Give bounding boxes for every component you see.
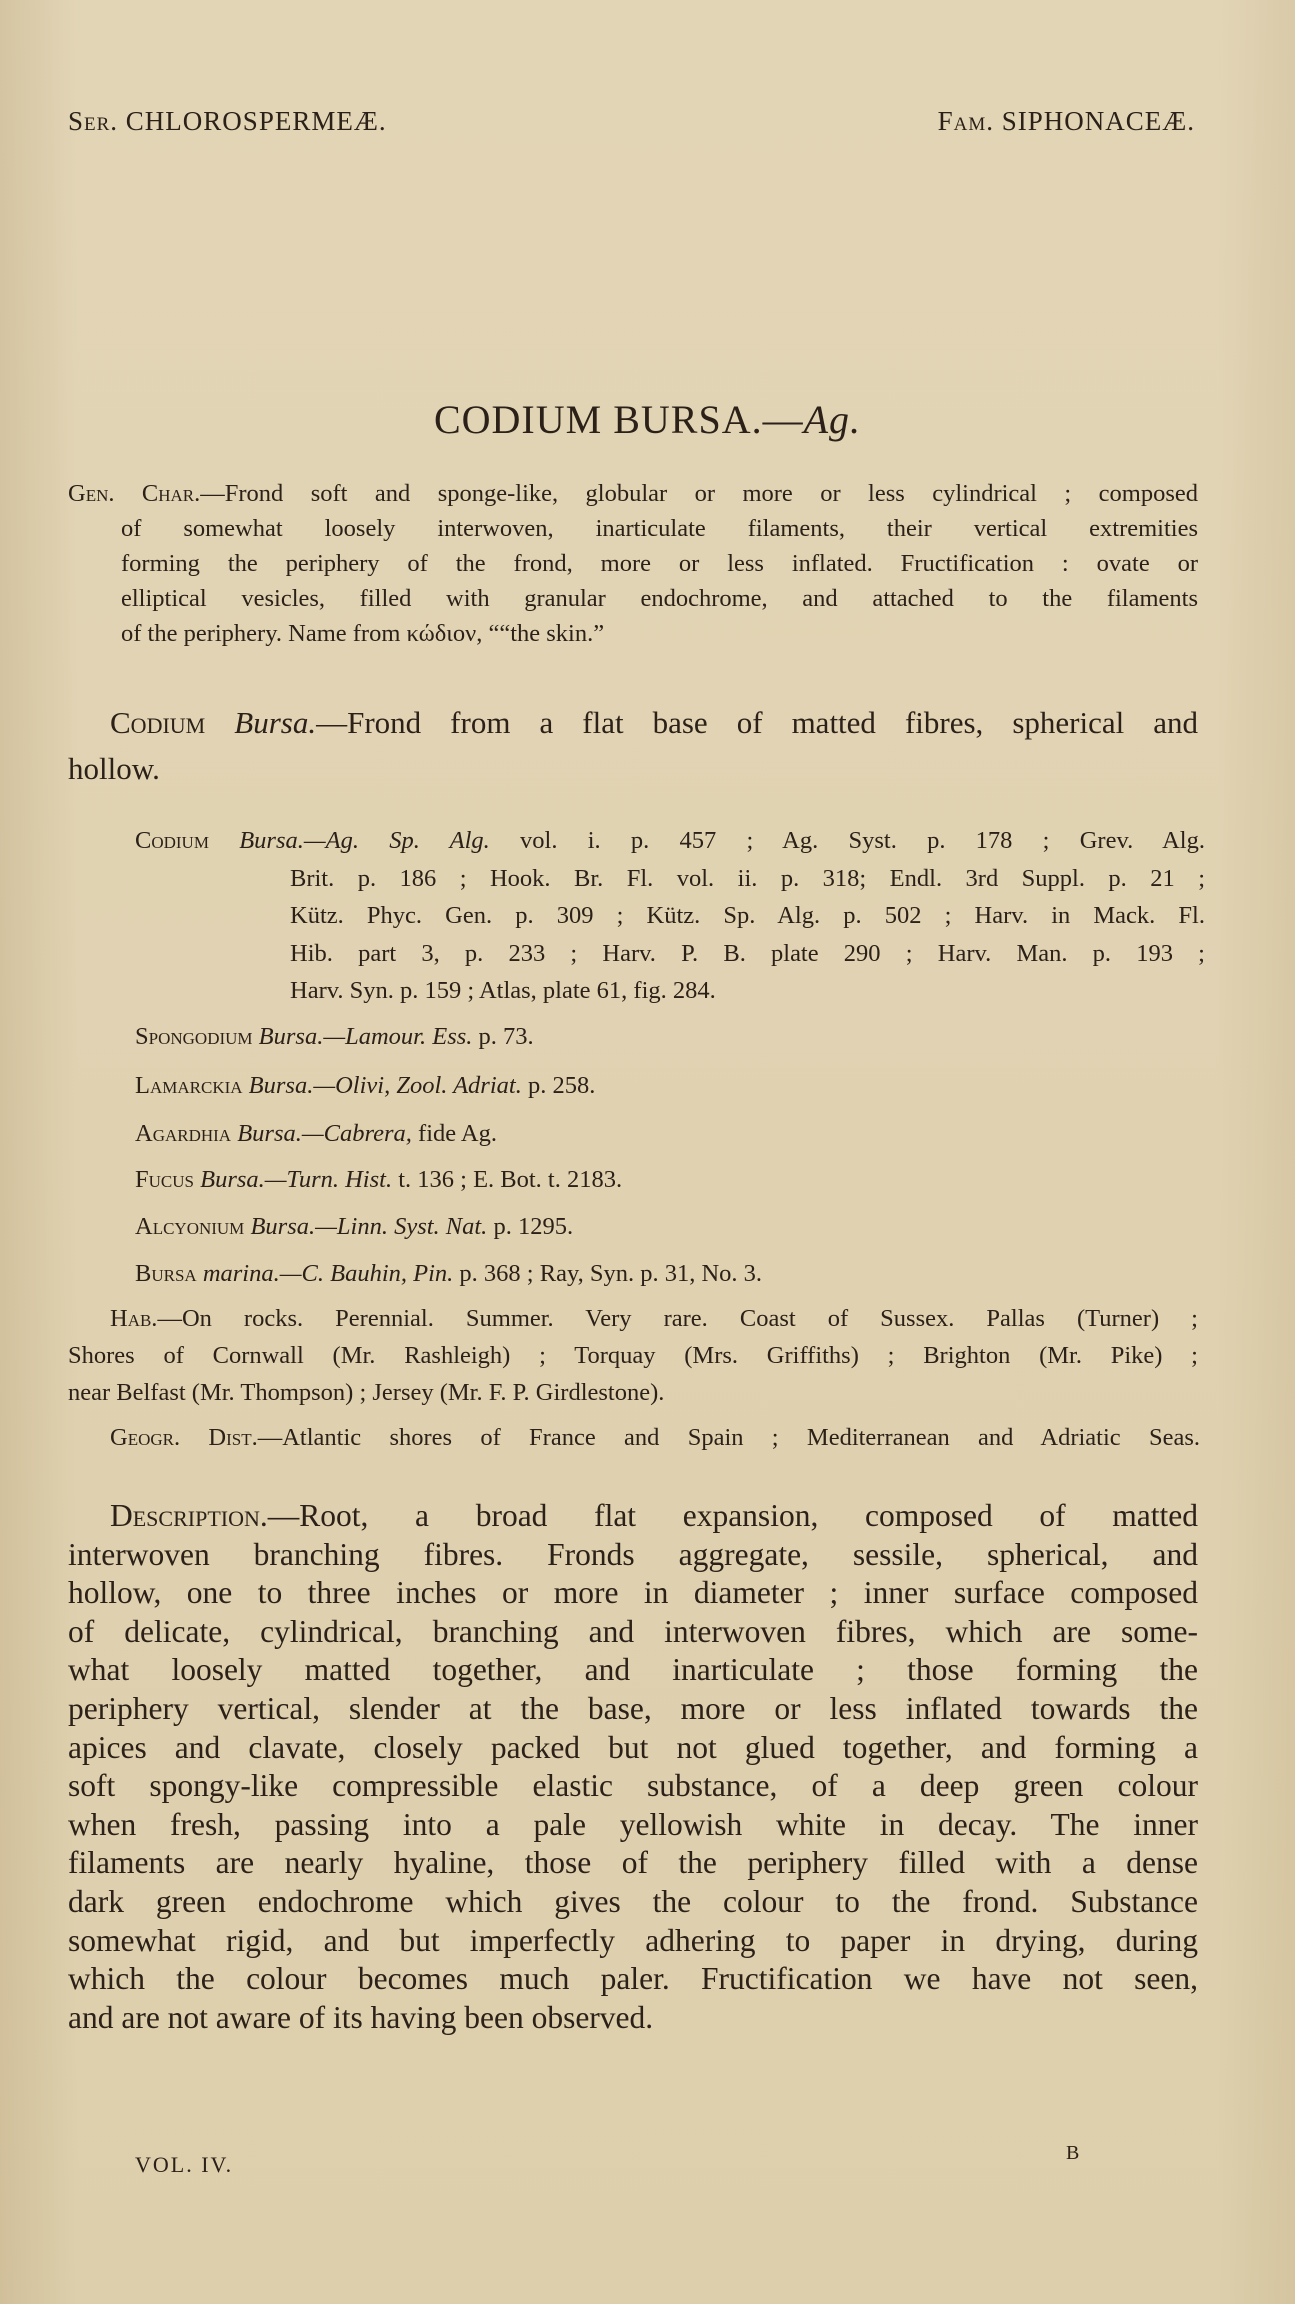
synonym-line: Kütz. Phyc. Gen. p. 309 ; Kütz. Sp. Alg. p. 502 ; Harv. in Mack. Fl. — [290, 902, 1205, 929]
description-line: hollow, one to three inches or more in diameter ; inner surface composed — [68, 1575, 1198, 1611]
description-line: filaments are nearly hyaline, those of the periphery filled with a dense — [68, 1845, 1198, 1881]
synonym-fucus: Fucus Bursa.—Turn. Hist. t. 136 ; E. Bot. t. 2183. — [135, 1166, 623, 1193]
habitat-line: Shores of Cornwall (Mr. Rashleigh) ; Torquay (Mrs. Griffiths) ; Brighton (Mr. Pike) ; — [68, 1342, 1198, 1369]
description-line: and are not aware of its having been observed. — [68, 1999, 654, 2035]
signature-mark: B — [1066, 2142, 1080, 2164]
habitat-line: Hab.—On rocks. Perennial. Summer. Very rare. Coast of Sussex. Pallas (Turner) ; — [110, 1305, 1198, 1332]
description-line: what loosely matted together, and inarticulate ; those forming the — [68, 1652, 1198, 1688]
running-head-series: Ser. CHLOROSPERMEÆ. — [68, 106, 387, 136]
synonym-alcyonium: Alcyonium Bursa.—Linn. Syst. Nat. p. 1295. — [135, 1213, 574, 1240]
gen-char-line: elliptical vesicles, filled with granular endochrome, and attached to the filaments — [121, 585, 1198, 612]
gen-char-line: of the periphery. Name from κώδιον, ““the skin.” — [121, 620, 605, 647]
gen-char-line: of somewhat loosely interwoven, inarticulate filaments, their vertical extremities — [121, 515, 1198, 542]
description-line: of delicate, cylindrical, branching and interwoven fibres, which are some- — [68, 1613, 1198, 1649]
generic-character — [68, 476, 1198, 651]
description-line: when fresh, passing into a pale yellowish white in decay. The inner — [68, 1806, 1198, 1842]
running-head-family: Fam. SIPHONACEÆ. — [937, 106, 1195, 136]
species-line: hollow. — [68, 751, 160, 786]
synonym-bursa: Bursa marina.—C. Bauhin, Pin. p. 368 ; Ray, Syn. p. 31, No. 3. — [135, 1260, 763, 1287]
description-line: which the colour becomes much paler. Fructification we have not seen, — [68, 1961, 1198, 1997]
geographic-distribution: Geogr. Dist.—Atlantic shores of France and Spain ; Mediterranean and Adriatic Seas. — [110, 1424, 1200, 1451]
description — [68, 1497, 1198, 2037]
description-line: periphery vertical, slender at the base, more or less inflated towards the — [68, 1690, 1198, 1726]
species-diagnosis — [68, 700, 1198, 792]
page-title: CODIUM BURSA.—Ag. — [433, 397, 862, 442]
description-line: Description.—Root, a broad flat expansion, composed of matted — [110, 1498, 1198, 1533]
synonym-spongodium: Spongodium Bursa.—Lamour. Ess. p. 73. — [135, 1023, 534, 1050]
synonym-agardhia: Agardhia Bursa.—Cabrera, fide Ag. — [135, 1120, 497, 1147]
description-line: somewhat rigid, and but imperfectly adhering to paper in drying, during — [68, 1922, 1198, 1958]
species-line: Codium Bursa.—Frond from a flat base of matted fibres, spherical and — [110, 705, 1198, 740]
synonym-line: Hib. part 3, p. 233 ; Harv. P. B. plate 290 ; Harv. Man. p. 193 ; — [290, 939, 1205, 967]
description-line: interwoven branching fibres. Fronds aggregate, sessile, spherical, and — [68, 1536, 1198, 1572]
habitat — [68, 1300, 1198, 1411]
synonym-lamarckia: Lamarckia Bursa.—Olivi, Zool. Adriat. p. 258. — [135, 1072, 596, 1099]
gen-char-line: Gen. Char.—Frond soft and sponge-like, globular or more or less cylindrical ; composed — [68, 480, 1198, 507]
description-line: dark green endochrome which gives the colour to the frond. Substance — [68, 1883, 1198, 1919]
habitat-line: near Belfast (Mr. Thompson) ; Jersey (Mr. F. P. Girdlestone). — [68, 1379, 665, 1406]
gen-char-line: forming the periphery of the frond, more or less inflated. Fructification : ovate or — [121, 550, 1198, 577]
synonym-codium — [135, 822, 1205, 1010]
volume-number: VOL. IV. — [135, 2152, 234, 2177]
synonym-line: Brit. p. 186 ; Hook. Br. Fl. vol. ii. p. 318; Endl. 3rd Suppl. p. 21 ; — [290, 864, 1205, 892]
description-line: apices and clavate, closely packed but not glued together, and forming a — [68, 1729, 1198, 1765]
synonym-line: Harv. Syn. p. 159 ; Atlas, plate 61, fig. 284. — [290, 977, 716, 1004]
synonym-line: Codium Bursa.—Ag. Sp. Alg. vol. i. p. 457 ; Ag. Syst. p. 178 ; Grev. Alg. — [135, 827, 1205, 854]
description-line: soft spongy-like compressible elastic substance, of a deep green colour — [68, 1768, 1198, 1804]
